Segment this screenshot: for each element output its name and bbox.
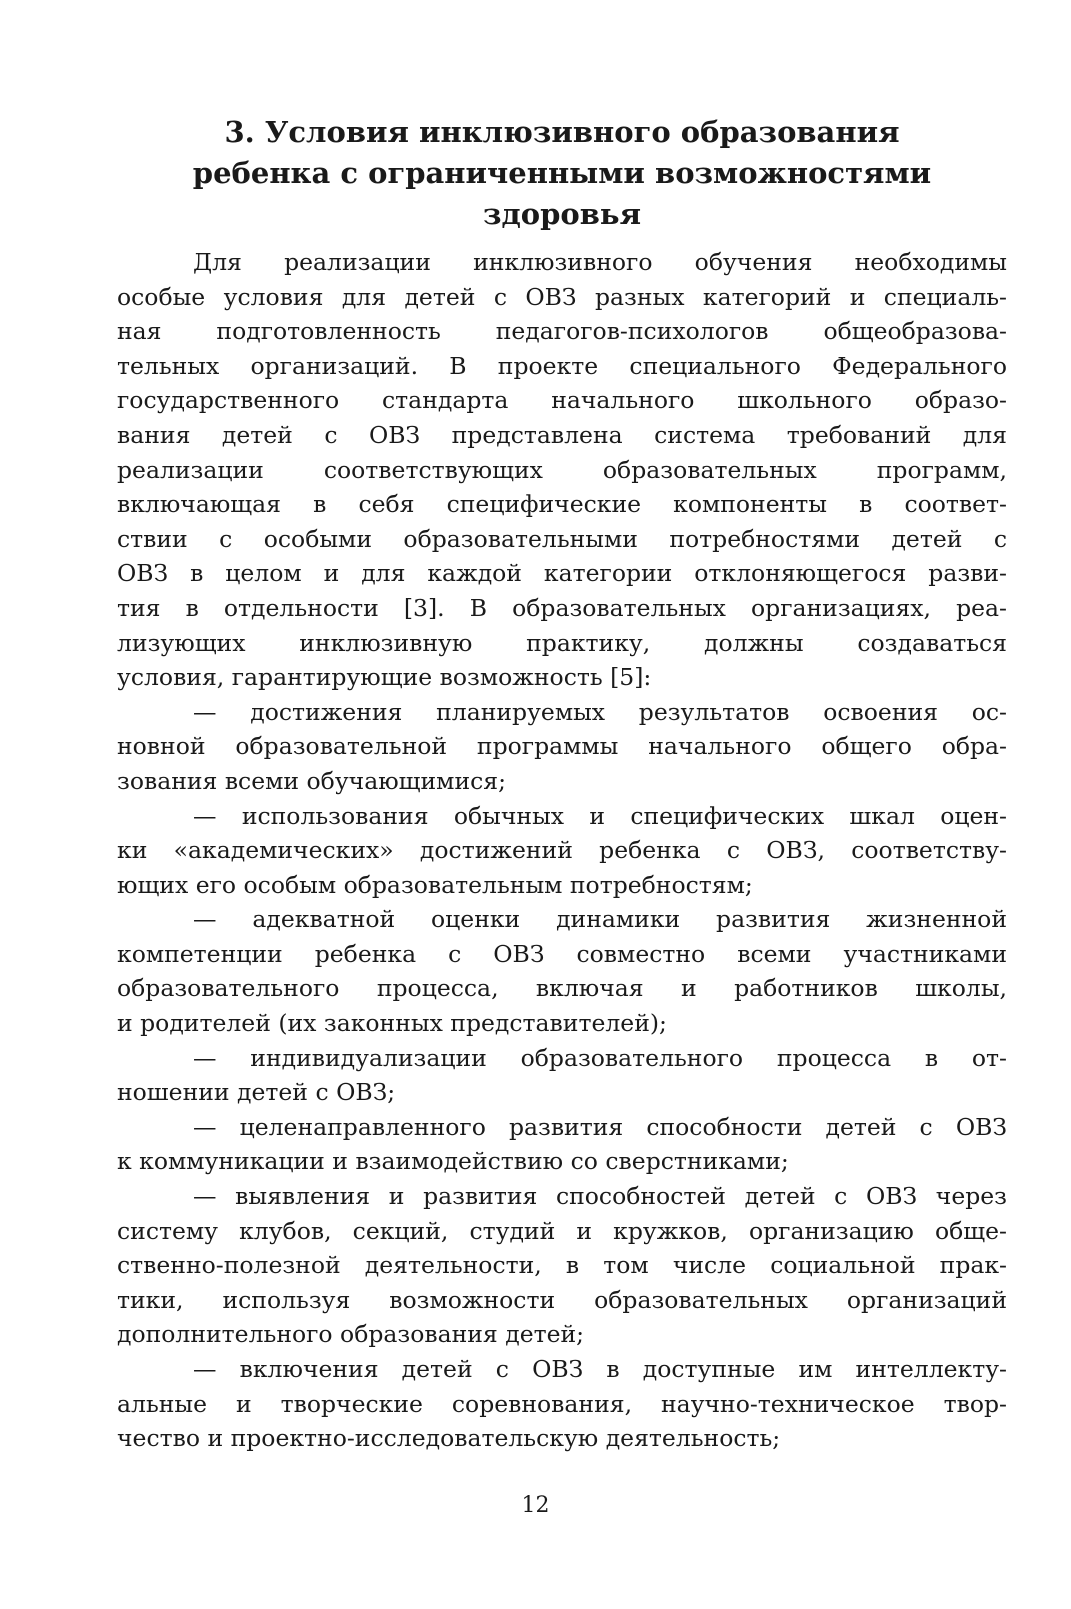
text-line: к коммуникации и взаимодействию со сверстниками; bbox=[117, 1147, 789, 1176]
text-line: включающая в себя специфические компоненты в соответ- bbox=[117, 490, 1007, 519]
text-line: альные и творческие соревнования, научно-техническое твор- bbox=[117, 1389, 1007, 1418]
paragraph bbox=[117, 1352, 1007, 1456]
text-line: тики, используя возможности образовательных организаций bbox=[117, 1285, 1007, 1314]
text-line: Для реализации инклюзивного обучения необходимы bbox=[193, 248, 1007, 276]
text-line: тельных организаций. В проекте специального Федерального bbox=[117, 351, 1007, 380]
text-line: — включения детей с ОВЗ в доступные им интеллекту- bbox=[193, 1355, 1007, 1383]
text-line: ственно-полезной деятельности, в том числе социальной прак- bbox=[117, 1251, 1007, 1280]
text-line: условия, гарантирующие возможность [5]: bbox=[117, 663, 652, 692]
text-line: ношении детей с ОВЗ; bbox=[117, 1078, 396, 1107]
text-line: — достижения планируемых результатов освоения ос- bbox=[193, 697, 1007, 726]
text-line: — индивидуализации образовательного процесса в от- bbox=[193, 1043, 1007, 1072]
paragraph bbox=[117, 902, 1007, 1040]
text-line: ствии с особыми образовательными потребностями детей с bbox=[117, 524, 1007, 553]
text-line: — целенаправленного развития способности детей с ОВЗ bbox=[193, 1112, 1007, 1141]
heading-line-3: здоровья bbox=[482, 197, 642, 231]
text-line: новной образовательной программы начального общего обра- bbox=[117, 732, 1007, 761]
text-line: особые условия для детей с ОВЗ разных категорий и специаль- bbox=[117, 282, 1007, 311]
text-line: чество и проектно-исследовательскую деятельность; bbox=[117, 1424, 781, 1453]
text-line: — использования обычных и специфических шкал оцен- bbox=[193, 801, 1007, 830]
text-line: тия в отдельности [3]. В образовательных организациях, реа- bbox=[117, 593, 1007, 622]
text-line: ная подготовленность педагогов-психологов общеобразова- bbox=[117, 317, 1007, 346]
heading-line-2: ребенка с ограниченными возможностями bbox=[192, 156, 932, 190]
text-line: вания детей с ОВЗ представлена система требований для bbox=[117, 420, 1007, 449]
paragraph bbox=[117, 1179, 1007, 1352]
text-line: зования всеми обучающимися; bbox=[117, 766, 507, 795]
heading-line-1: 3. Условия инклюзивного образования bbox=[224, 115, 900, 149]
section-heading bbox=[117, 112, 1007, 235]
text-line: реализации соответствующих образовательных программ, bbox=[117, 455, 1007, 484]
text-line: дополнительного образования детей; bbox=[117, 1320, 585, 1349]
text-line: систему клубов, секций, студий и кружков, организацию обще- bbox=[117, 1216, 1007, 1245]
paragraph bbox=[117, 799, 1007, 903]
text-line: лизующих инклюзивную практику, должны создаваться bbox=[117, 628, 1007, 657]
text-line: — адекватной оценки динамики развития жизненной bbox=[193, 905, 1007, 934]
paragraph bbox=[117, 1110, 1007, 1179]
text-line: ки «академических» достижений ребенка с ОВЗ, соответству- bbox=[117, 836, 1007, 865]
text-line: компетенции ребенка с ОВЗ совместно всеми участниками bbox=[117, 939, 1007, 968]
text-line: ОВЗ в целом и для каждой категории отклоняющегося разви- bbox=[117, 559, 1007, 588]
paragraph bbox=[117, 695, 1007, 799]
text-line: образовательного процесса, включая и работников школы, bbox=[117, 974, 1007, 1003]
text-line: и родителей (их законных представителей); bbox=[117, 1009, 667, 1038]
page-content bbox=[117, 112, 1007, 1456]
page-number: 12 bbox=[521, 1493, 550, 1518]
text-line: — выявления и развития способностей детей с ОВЗ через bbox=[193, 1182, 1007, 1211]
paragraph bbox=[117, 1041, 1007, 1110]
paragraph bbox=[117, 245, 1007, 695]
text-line: государственного стандарта начального школьного образо- bbox=[117, 386, 1007, 415]
body-text bbox=[117, 245, 1007, 1456]
text-line: ющих его особым образовательным потребностям; bbox=[117, 870, 753, 899]
